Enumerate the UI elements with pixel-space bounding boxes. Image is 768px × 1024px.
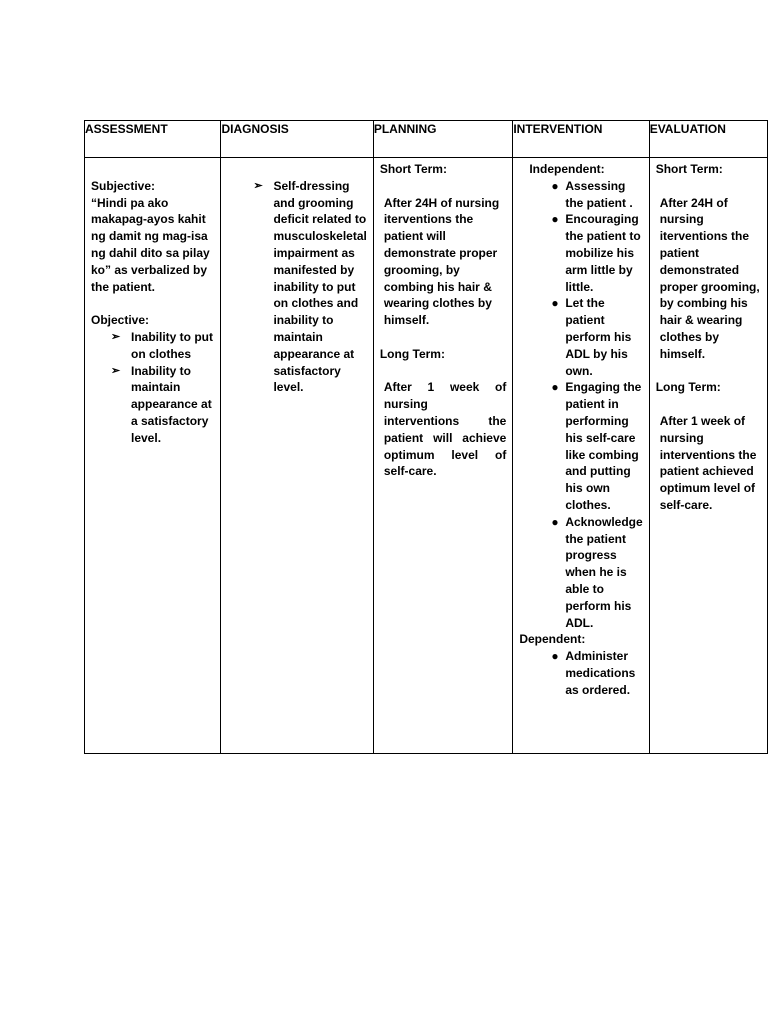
list-item: ● Let the patient perform his ADL by his own. bbox=[551, 296, 632, 378]
arrowhead-bullet-icon: ➢ bbox=[253, 179, 263, 192]
header-planning: PLANNING bbox=[373, 121, 512, 158]
planning-short-text: After 24H of nursing iterventions the patient will demonstrate proper grooming, by combing his hair & wearing clothes by himself. bbox=[383, 195, 500, 328]
dependent-label: Dependent: bbox=[519, 632, 586, 647]
planning-long-label: Long Term: bbox=[379, 346, 445, 361]
header-diagnosis: DIAGNOSIS bbox=[221, 121, 373, 158]
evaluation-long-label: Long Term: bbox=[655, 380, 721, 395]
objective-label: Objective: bbox=[91, 313, 150, 328]
intervention-cell bbox=[513, 158, 649, 754]
planning-cell bbox=[373, 158, 512, 754]
list-item: ● Encouraging the patient to mobilize his arm little by little. bbox=[551, 212, 641, 294]
table-header-row bbox=[85, 121, 768, 158]
evaluation-short-label: Short Term: bbox=[655, 162, 723, 176]
subjective-label: Subjective: bbox=[91, 178, 156, 193]
list-item: ● Assessing the patient . bbox=[551, 178, 633, 210]
round-bullet-icon: ● bbox=[551, 296, 559, 311]
nursing-care-plan-table bbox=[84, 120, 768, 754]
planning-long-text: After 1 week of nursing interventions the patient will achieve optimum level of self-care. bbox=[383, 380, 507, 479]
table-body-row bbox=[85, 158, 768, 754]
subjective-text: “Hindi pa ako makapag-ayos kahit ng damit ng mag-isa ng dahil dito sa pilay ko” as verbalized by the patient. bbox=[91, 195, 210, 294]
independent-label: Independent: bbox=[529, 162, 605, 176]
diagnosis-cell bbox=[221, 158, 373, 754]
round-bullet-icon: ● bbox=[551, 380, 559, 395]
evaluation-short-text: After 24H of nursing iterventions the patient demonstrated proper grooming, by combing his hair & wearing clothes by himself. bbox=[659, 195, 760, 361]
list-item: ● Acknowledge the patient progress when he is able to perform his ADL. bbox=[551, 514, 643, 630]
round-bullet-icon: ● bbox=[551, 514, 559, 529]
list-item: ➢ Inability to put on clothes bbox=[111, 329, 213, 361]
round-bullet-icon: ● bbox=[551, 649, 559, 664]
round-bullet-icon: ● bbox=[551, 212, 559, 227]
header-evaluation: EVALUATION bbox=[649, 121, 767, 158]
list-item: ➢ Inability to maintain appearance at a satisfactory level. bbox=[111, 363, 212, 445]
assessment-cell bbox=[85, 158, 221, 754]
list-item: ● Administer medications as ordered. bbox=[551, 649, 636, 697]
arrowhead-bullet-icon: ➢ bbox=[111, 330, 121, 343]
round-bullet-icon: ● bbox=[551, 178, 559, 193]
list-item: ● Engaging the patient in performing his self-care like combing and putting his own clothes. bbox=[551, 380, 642, 512]
arrowhead-bullet-icon: ➢ bbox=[111, 364, 121, 377]
planning-short-label: Short Term: bbox=[379, 162, 447, 176]
header-intervention: INTERVENTION bbox=[513, 121, 649, 158]
evaluation-cell bbox=[649, 158, 767, 754]
list-item: ➢ Self-dressing and grooming deficit related to musculoskeletal impairment as manifested by inability to put on clothes and inability to maintain appearance at satisfactory level. bbox=[253, 178, 367, 395]
evaluation-long-text: After 1 week of nursing interventions the patient achieved optimum level of self-care. bbox=[659, 413, 757, 512]
header-assessment: ASSESSMENT bbox=[85, 121, 221, 158]
